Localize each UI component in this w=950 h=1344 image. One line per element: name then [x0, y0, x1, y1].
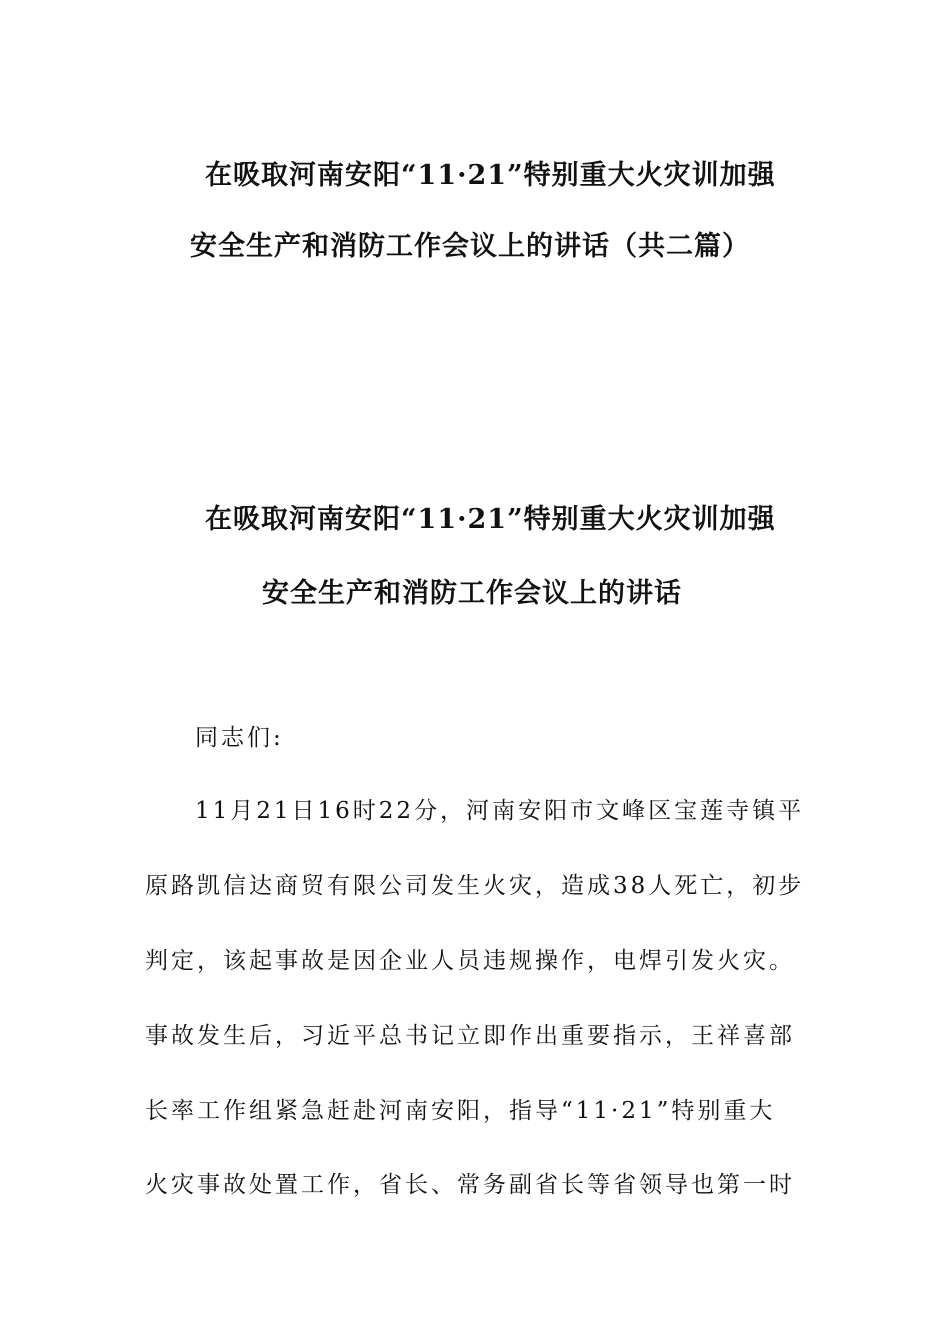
body-line: 判定，该起事故是因企业人员违规操作，电焊引发火灾。 — [145, 948, 795, 974]
body-line: 长率工作组紧急赶赴河南安阳，指导“11·21”特别重大 — [145, 1098, 776, 1124]
speech-title-line-1: 在吸取河南安阳“11·21”特别重大火灾训加强 — [205, 504, 776, 535]
body-line: 11月21日16时22分，河南安阳市文峰区宝莲寺镇平 — [195, 798, 805, 824]
cover-title-line-1: 在吸取河南安阳“11·21”特别重大火灾训加强 — [205, 160, 776, 191]
body-line: 火灾事故处置工作，省长、常务副省长等省领导也第一时 — [145, 1172, 795, 1198]
cover-title-line-2: 安全生产和消防工作会议上的讲话（共二篇） — [190, 231, 750, 262]
salutation: 同志们: — [195, 725, 284, 751]
body-line: 原路凯信达商贸有限公司发生火灾，造成38人死亡，初步 — [145, 873, 805, 899]
body-line: 事故发生后，习近平总书记立即作出重要指示，王祥喜部 — [145, 1023, 795, 1049]
speech-title-line-2: 安全生产和消防工作会议上的讲话 — [262, 578, 682, 609]
